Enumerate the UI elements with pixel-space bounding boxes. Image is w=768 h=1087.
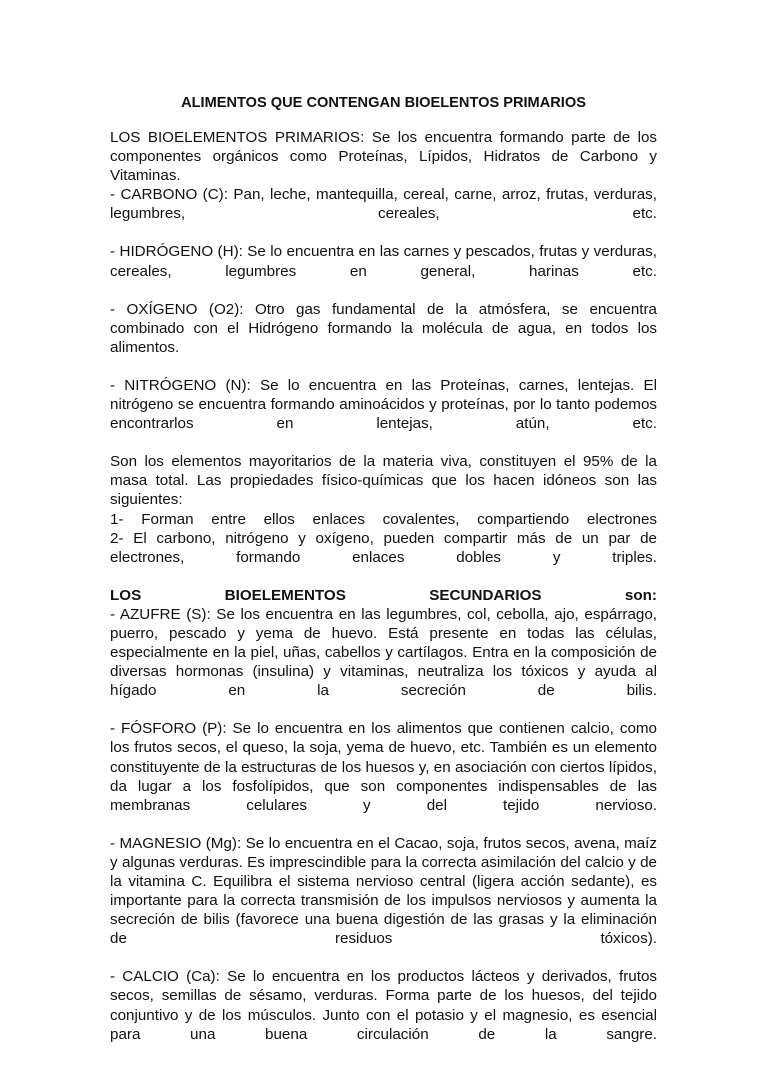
paragraph-bioelementos-primarios: LOS BIOELEMENTOS PRIMARIOS: Se los encuentra formando parte de los componentes orgánicos como Proteínas, Lípidos, Hidratos de Carbono y Vitaminas. (110, 129, 657, 185)
list-item-1: 1- Forman entre ellos enlaces covalentes, compartiendo electrones (110, 510, 657, 528)
paragraph-hidrogeno: - HIDRÓGENO (H): Se lo encuentra en las carnes y pescados, frutas y verduras, cereales, legumbres en general, harinas etc. (110, 243, 657, 280)
paragraph-azufre: - AZUFRE (S): Se los encuentra en las legumbres, col, cebolla, ajo, espárrago, puerro, pescado y yema de huevo. Está presente en todas las células, especialmente en la piel, uñas, cabellos y cartílagos. Entra en la composición de diversas hormonas (insulina) y vitaminas, neutraliza los tóxicos y ayuda al hígado en la secreción de bilis. (110, 605, 657, 700)
list-item-2: 2- El carbono, nitrógeno y oxígeno, pueden compartir más de un par de electrones, formando enlaces dobles y triples. (110, 529, 657, 566)
paragraph-calcio: - CALCIO (Ca): Se lo encuentra en los productos lácteos y derivados, frutos secos, semillas de sésamo, verduras. Forma parte de los huesos, del tejido conjuntivo y de los músculos. Junto con el potasio y el magnesio, es esencial para una buena circulación de la sangre. (110, 968, 657, 1043)
paragraph-carbono: - CARBONO (C): Pan, leche, mantequilla, cereal, carne, arroz, frutas, verduras, legumbres, cereales, etc. (110, 186, 657, 223)
document-body (110, 128, 657, 1044)
section-heading-secundarios: LOS BIOELEMENTOS SECUNDARIOS son: (110, 586, 657, 604)
paragraph-nitrogeno: - NITRÓGENO (N): Se lo encuentra en las Proteínas, carnes, lentejas. El nitrógeno se encuentra formando aminoácidos y proteínas, por lo tanto podemos encontrarlos en lentejas, atún, etc. (110, 376, 657, 433)
document-title: ALIMENTOS QUE CONTENGAN BIOELENTOS PRIMARIOS (181, 95, 586, 111)
paragraph-oxigeno: - OXÍGENO (O2): Otro gas fundamental de la atmósfera, se encuentra combinado con el Hidrógeno formando la molécula de agua, en todos los alimentos. (110, 300, 657, 356)
paragraph-magnesio: - MAGNESIO (Mg): Se lo encuentra en el Cacao, soja, frutos secos, avena, maíz y algunas verduras. Es imprescindible para la correcta asimilación del calcio y de la vitamina C. Equilibra el sistema nervioso central (ligera acción sedante), es importante para la correcta transmisión de los impulsos nerviosos y aumenta la secreción de bilis (favorece una buena digestión de las grasas y la eliminación de residuos tóxicos). (110, 834, 657, 948)
paragraph-fosforo: - FÓSFORO (P): Se lo encuentra en los alimentos que contienen calcio, como los frutos secos, el queso, la soja, yema de huevo, etc. También es un elemento constituyente de la estructuras de los huesos y, en asociación con ciertos lípidos, da lugar a los fosfolípidos, que son componentes indispensables de las membranas celulares y del tejido nervioso. (110, 720, 657, 814)
paragraph-elementos-mayoritarios: Son los elementos mayoritarios de la materia viva, constituyen el 95% de la masa total. Las propiedades físico-químicas que los hacen idóneos son las siguientes: (110, 453, 657, 509)
